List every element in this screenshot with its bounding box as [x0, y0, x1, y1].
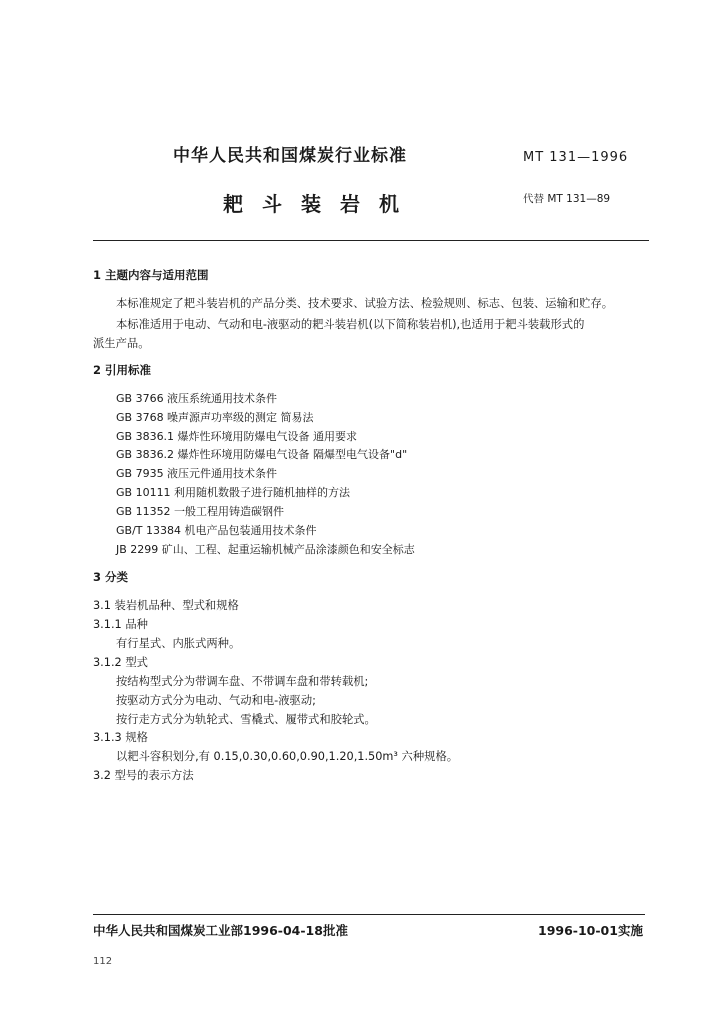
section-2-heading: 2 引用标准: [93, 363, 152, 377]
clause-3-2: 3.2 型号的表示方法: [93, 769, 194, 782]
approval-line: 中华人民共和国煤炭工业部1996-04-18批准: [93, 923, 348, 938]
clause-3-1-2-text-2: 按驱动方式分为电动、气动和电-液驱动;: [116, 694, 316, 707]
section-1-heading: 1 主题内容与适用范围: [93, 268, 209, 282]
clause-3-1-2-text-3: 按行走方式分为轨轮式、雪橇式、履带式和胶轮式。: [116, 713, 376, 726]
footer-divider: [93, 914, 645, 915]
section-1-paragraph-2-cont: 派生产品。: [93, 337, 150, 350]
section-1-paragraph-2: 本标准适用于电动、气动和电-液驱动的耙斗装岩机(以下简称装岩机),也适用于耙斗装载形式的: [116, 318, 585, 331]
reference-item: JB 2299 矿山、工程、起重运输机械产品涂漆颜色和安全标志: [116, 543, 415, 556]
reference-item: GB 7935 液压元件通用技术条件: [116, 467, 278, 480]
replaces-note: 代替 MT 131—89: [523, 193, 611, 205]
standard-code: MT 131—1996: [523, 150, 629, 165]
reference-item: GB 10111 利用随机数骰子进行随机抽样的方法: [116, 486, 351, 499]
reference-item: GB 3836.1 爆炸性环境用防爆电气设备 通用要求: [116, 430, 358, 443]
clause-3-1: 3.1 装岩机品种、型式和规格: [93, 599, 239, 612]
effective-date: 1996-10-01实施: [538, 923, 643, 938]
section-3-heading: 3 分类: [93, 570, 129, 584]
reference-item: GB 3766 液压系统通用技术条件: [116, 392, 278, 405]
clause-3-1-3-text: 以耙斗容积划分,有 0.15,0.30,0.60,0.90,1.20,1.50m³ 六种规格。: [116, 750, 459, 763]
header-divider: [93, 240, 649, 241]
clause-3-1-1-text: 有行星式、内胀式两种。: [116, 637, 241, 650]
reference-item: GB 3768 噪声源声功率级的测定 简易法: [116, 411, 314, 424]
clause-3-1-3: 3.1.3 规格: [93, 731, 148, 744]
document-title: 耙斗装岩机: [223, 192, 418, 216]
clause-3-1-1: 3.1.1 品种: [93, 618, 148, 631]
org-title: 中华人民共和国煤炭行业标准: [173, 146, 407, 166]
clause-3-1-2: 3.1.2 型式: [93, 656, 148, 669]
reference-item: GB/T 13384 机电产品包装通用技术条件: [116, 524, 317, 537]
page-number: 112: [93, 956, 113, 967]
reference-item: GB 3836.2 爆炸性环境用防爆电气设备 隔爆型电气设备"d": [116, 448, 408, 461]
reference-item: GB 11352 一般工程用铸造碳钢件: [116, 505, 285, 518]
clause-3-1-2-text-1: 按结构型式分为带调车盘、不带调车盘和带转载机;: [116, 675, 369, 688]
section-1-paragraph-1: 本标准规定了耙斗装岩机的产品分类、技术要求、试验方法、检验规则、标志、包装、运输和贮存。: [116, 297, 614, 310]
